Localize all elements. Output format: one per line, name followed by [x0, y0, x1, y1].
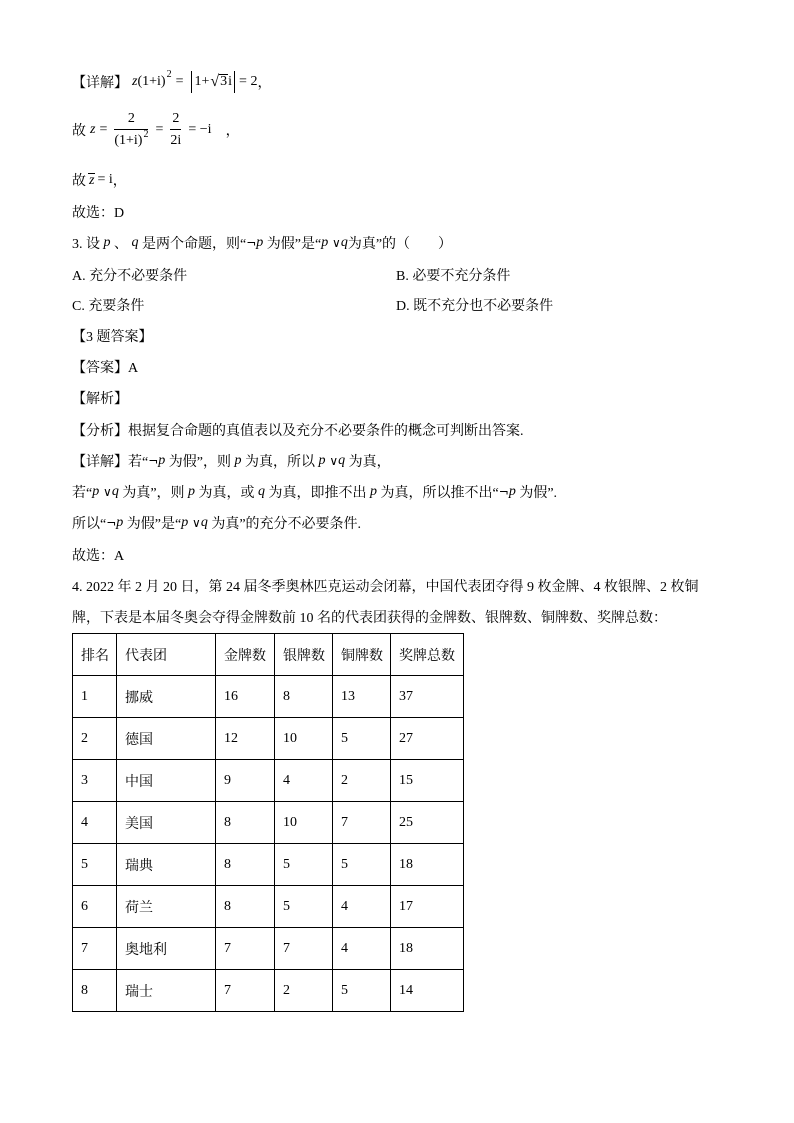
negation-symbol: ¬	[106, 516, 117, 530]
table-cell: 5	[333, 970, 391, 1012]
detail-line-1	[72, 446, 391, 476]
table-cell: 13	[333, 676, 391, 718]
fraction-denominator: 2i	[170, 133, 182, 148]
table-cell: 7	[216, 928, 275, 970]
table-cell: 37	[391, 676, 464, 718]
variable-q: q	[200, 515, 208, 530]
detail-line-3	[72, 508, 361, 538]
detail-line-2	[72, 477, 557, 507]
table-cell: 美国	[117, 802, 216, 844]
variable-z: z	[90, 122, 96, 137]
medal-table	[72, 633, 464, 1012]
imaginary-unit: i	[228, 74, 233, 89]
fraction-denominator	[114, 130, 148, 150]
detail-text: 若“	[72, 486, 93, 501]
conjugate-z: z	[89, 172, 95, 188]
equals-sign: =	[155, 122, 164, 137]
negation-symbol: ¬	[148, 454, 159, 468]
detail-text: 为真”，则	[118, 486, 189, 501]
variable-p: p	[116, 515, 124, 530]
fraction	[170, 110, 181, 150]
equation-result: = 2	[239, 74, 258, 89]
table-header-row	[73, 634, 464, 676]
table-cell: 14	[391, 970, 464, 1012]
base-expression: (1+i)	[137, 74, 166, 89]
table-cell: 瑞士	[117, 970, 216, 1012]
question-4-stem-line-1: 4. 2022 年 2 月 20 日，第 24 届冬季奥林匹克运动会闭幕，中国代表团夺得 9 枚金牌、4 枚银牌、2 枚铜	[72, 580, 699, 595]
variable-p: p	[321, 235, 329, 250]
detail-text: 为真，即推不出	[265, 486, 371, 501]
prefix-text: 故	[72, 174, 86, 189]
table-cell: 6	[73, 886, 117, 928]
detail-text: 为真，或	[195, 486, 259, 501]
analysis-line: 【分析】根据复合命题的真值表以及充分不必要条件的概念可判断出答案.	[72, 424, 524, 439]
stem-text: 为真”的（ ）	[347, 237, 453, 252]
table-cell: 7	[333, 802, 391, 844]
radical-sign: √	[210, 73, 220, 90]
option-d: D. 既不充分也不必要条件	[396, 299, 554, 314]
table-cell: 12	[216, 718, 275, 760]
variable-p: p	[256, 235, 264, 250]
question-3-stem	[72, 228, 452, 258]
exponent: 2	[166, 68, 172, 80]
variable-q: q	[258, 484, 266, 499]
table-row	[73, 760, 464, 802]
table-row	[73, 928, 464, 970]
analysis-heading: 【解析】	[72, 392, 128, 407]
variable-p: p	[181, 515, 189, 530]
equals-sign: =	[99, 122, 108, 137]
stem-text: 为假”是“	[263, 237, 322, 252]
detail-text: 为真，所以	[241, 455, 319, 470]
table-cell: 挪威	[117, 676, 216, 718]
table-cell: 8	[216, 802, 275, 844]
detail-text: 所以“	[72, 517, 107, 532]
question-4-stem-line-2: 牌，下表是本届冬奥会夺得金牌数前 10 名的代表团获得的金牌数、银牌数、铜牌数、奖牌总数：	[72, 611, 667, 626]
variable-p: p	[234, 453, 242, 468]
table-cell: 2	[73, 718, 117, 760]
table-cell: 5	[333, 718, 391, 760]
option-c: C. 充要条件	[72, 299, 145, 314]
table-row	[73, 886, 464, 928]
table-cell: 10	[275, 802, 333, 844]
table-cell: 8	[216, 844, 275, 886]
variable-z: z	[132, 74, 138, 89]
header-total: 奖牌总数	[391, 634, 464, 676]
or-symbol: ∨	[188, 516, 201, 530]
answer-line: 【答案】A	[72, 361, 139, 376]
table-cell: 7	[216, 970, 275, 1012]
absolute-value	[191, 71, 235, 93]
variable-p: p	[508, 484, 516, 499]
table-cell: 17	[391, 886, 464, 928]
option-b: B. 必要不充分条件	[396, 269, 511, 284]
fraction-numerator: 2	[114, 110, 148, 130]
detail-label: 【详解】	[72, 76, 128, 91]
table-cell: 15	[391, 760, 464, 802]
table-cell: 3	[73, 760, 117, 802]
abs-term: 1+	[194, 74, 210, 89]
table-cell: 德国	[117, 718, 216, 760]
table-cell: 8	[73, 970, 117, 1012]
variable-p: p	[188, 484, 196, 499]
stem-text: 3. 设	[72, 237, 104, 252]
table-cell: 1	[73, 676, 117, 718]
table-cell: 7	[73, 928, 117, 970]
conjugate-line	[72, 165, 127, 195]
table-cell: 8	[216, 886, 275, 928]
table-cell: 9	[216, 760, 275, 802]
denominator-base: (1+i)	[114, 133, 143, 148]
equals-sign: =	[175, 74, 184, 89]
header-delegation: 代表团	[117, 634, 216, 676]
table-cell: 4	[275, 760, 333, 802]
solve-z-line	[72, 105, 240, 155]
variable-p: p	[103, 235, 111, 250]
punctuation-comma: ，	[257, 76, 272, 91]
fraction	[114, 110, 148, 150]
stem-text: 、	[110, 237, 132, 252]
detail-text: 【详解】若“	[72, 455, 149, 470]
table-cell: 25	[391, 802, 464, 844]
table-cell: 16	[216, 676, 275, 718]
table-cell: 4	[333, 928, 391, 970]
option-a: A. 充分不必要条件	[72, 269, 188, 284]
fraction-numerator: 2	[170, 110, 181, 130]
punctuation-comma: ，	[225, 124, 240, 139]
variable-q: q	[340, 235, 348, 250]
table-cell: 4	[73, 802, 117, 844]
equation-result: = −i	[188, 122, 212, 137]
table-row	[73, 844, 464, 886]
variable-q: q	[111, 484, 119, 499]
radicand: 3	[220, 74, 228, 89]
table-cell: 5	[275, 886, 333, 928]
table-cell: 7	[275, 928, 333, 970]
punctuation-comma: ，	[112, 174, 127, 189]
variable-p: p	[158, 453, 166, 468]
table-cell: 8	[275, 676, 333, 718]
or-symbol: ∨	[328, 236, 341, 250]
question-2-choice: 故选：D	[72, 206, 125, 221]
equation-result: = i	[97, 172, 113, 187]
table-cell: 2	[275, 970, 333, 1012]
table-cell: 荷兰	[117, 886, 216, 928]
negation-symbol: ¬	[498, 485, 509, 499]
table-cell: 27	[391, 718, 464, 760]
detail-text: 为假”，则	[165, 455, 235, 470]
detail-text: 为真，	[345, 455, 391, 470]
header-gold: 金牌数	[216, 634, 275, 676]
table-row	[73, 676, 464, 718]
table-row	[73, 970, 464, 1012]
table-cell: 5	[73, 844, 117, 886]
table-cell: 中国	[117, 760, 216, 802]
variable-q: q	[338, 453, 346, 468]
table-cell: 10	[275, 718, 333, 760]
table-cell: 5	[275, 844, 333, 886]
variable-p: p	[370, 484, 378, 499]
detail-text: 为假”.	[515, 486, 558, 501]
detail-text: 为真，所以推不出“	[377, 486, 499, 501]
detail-equation-line	[72, 67, 271, 97]
table-row	[73, 802, 464, 844]
table-cell: 奥地利	[117, 928, 216, 970]
stem-text: 是两个命题，则“	[138, 237, 247, 252]
question-3-choice: 故选：A	[72, 549, 125, 564]
table-cell: 2	[333, 760, 391, 802]
table-cell: 18	[391, 844, 464, 886]
variable-p: p	[92, 484, 100, 499]
prefix-text: 故	[72, 124, 86, 139]
table-cell: 18	[391, 928, 464, 970]
detail-text: 为假”是“	[123, 517, 182, 532]
answer-heading: 【3 题答案】	[72, 330, 153, 345]
detail-text: 为真”的充分不必要条件.	[207, 517, 362, 532]
variable-q: q	[131, 235, 139, 250]
table-cell: 瑞典	[117, 844, 216, 886]
header-bronze: 铜牌数	[333, 634, 391, 676]
or-symbol: ∨	[325, 454, 339, 468]
header-rank: 排名	[73, 634, 117, 676]
header-silver: 银牌数	[275, 634, 333, 676]
negation-symbol: ¬	[246, 236, 257, 250]
table-cell: 4	[333, 886, 391, 928]
variable-p: p	[318, 453, 326, 468]
exponent: 2	[143, 129, 149, 140]
table-row	[73, 718, 464, 760]
or-symbol: ∨	[99, 485, 112, 499]
table-cell: 5	[333, 844, 391, 886]
